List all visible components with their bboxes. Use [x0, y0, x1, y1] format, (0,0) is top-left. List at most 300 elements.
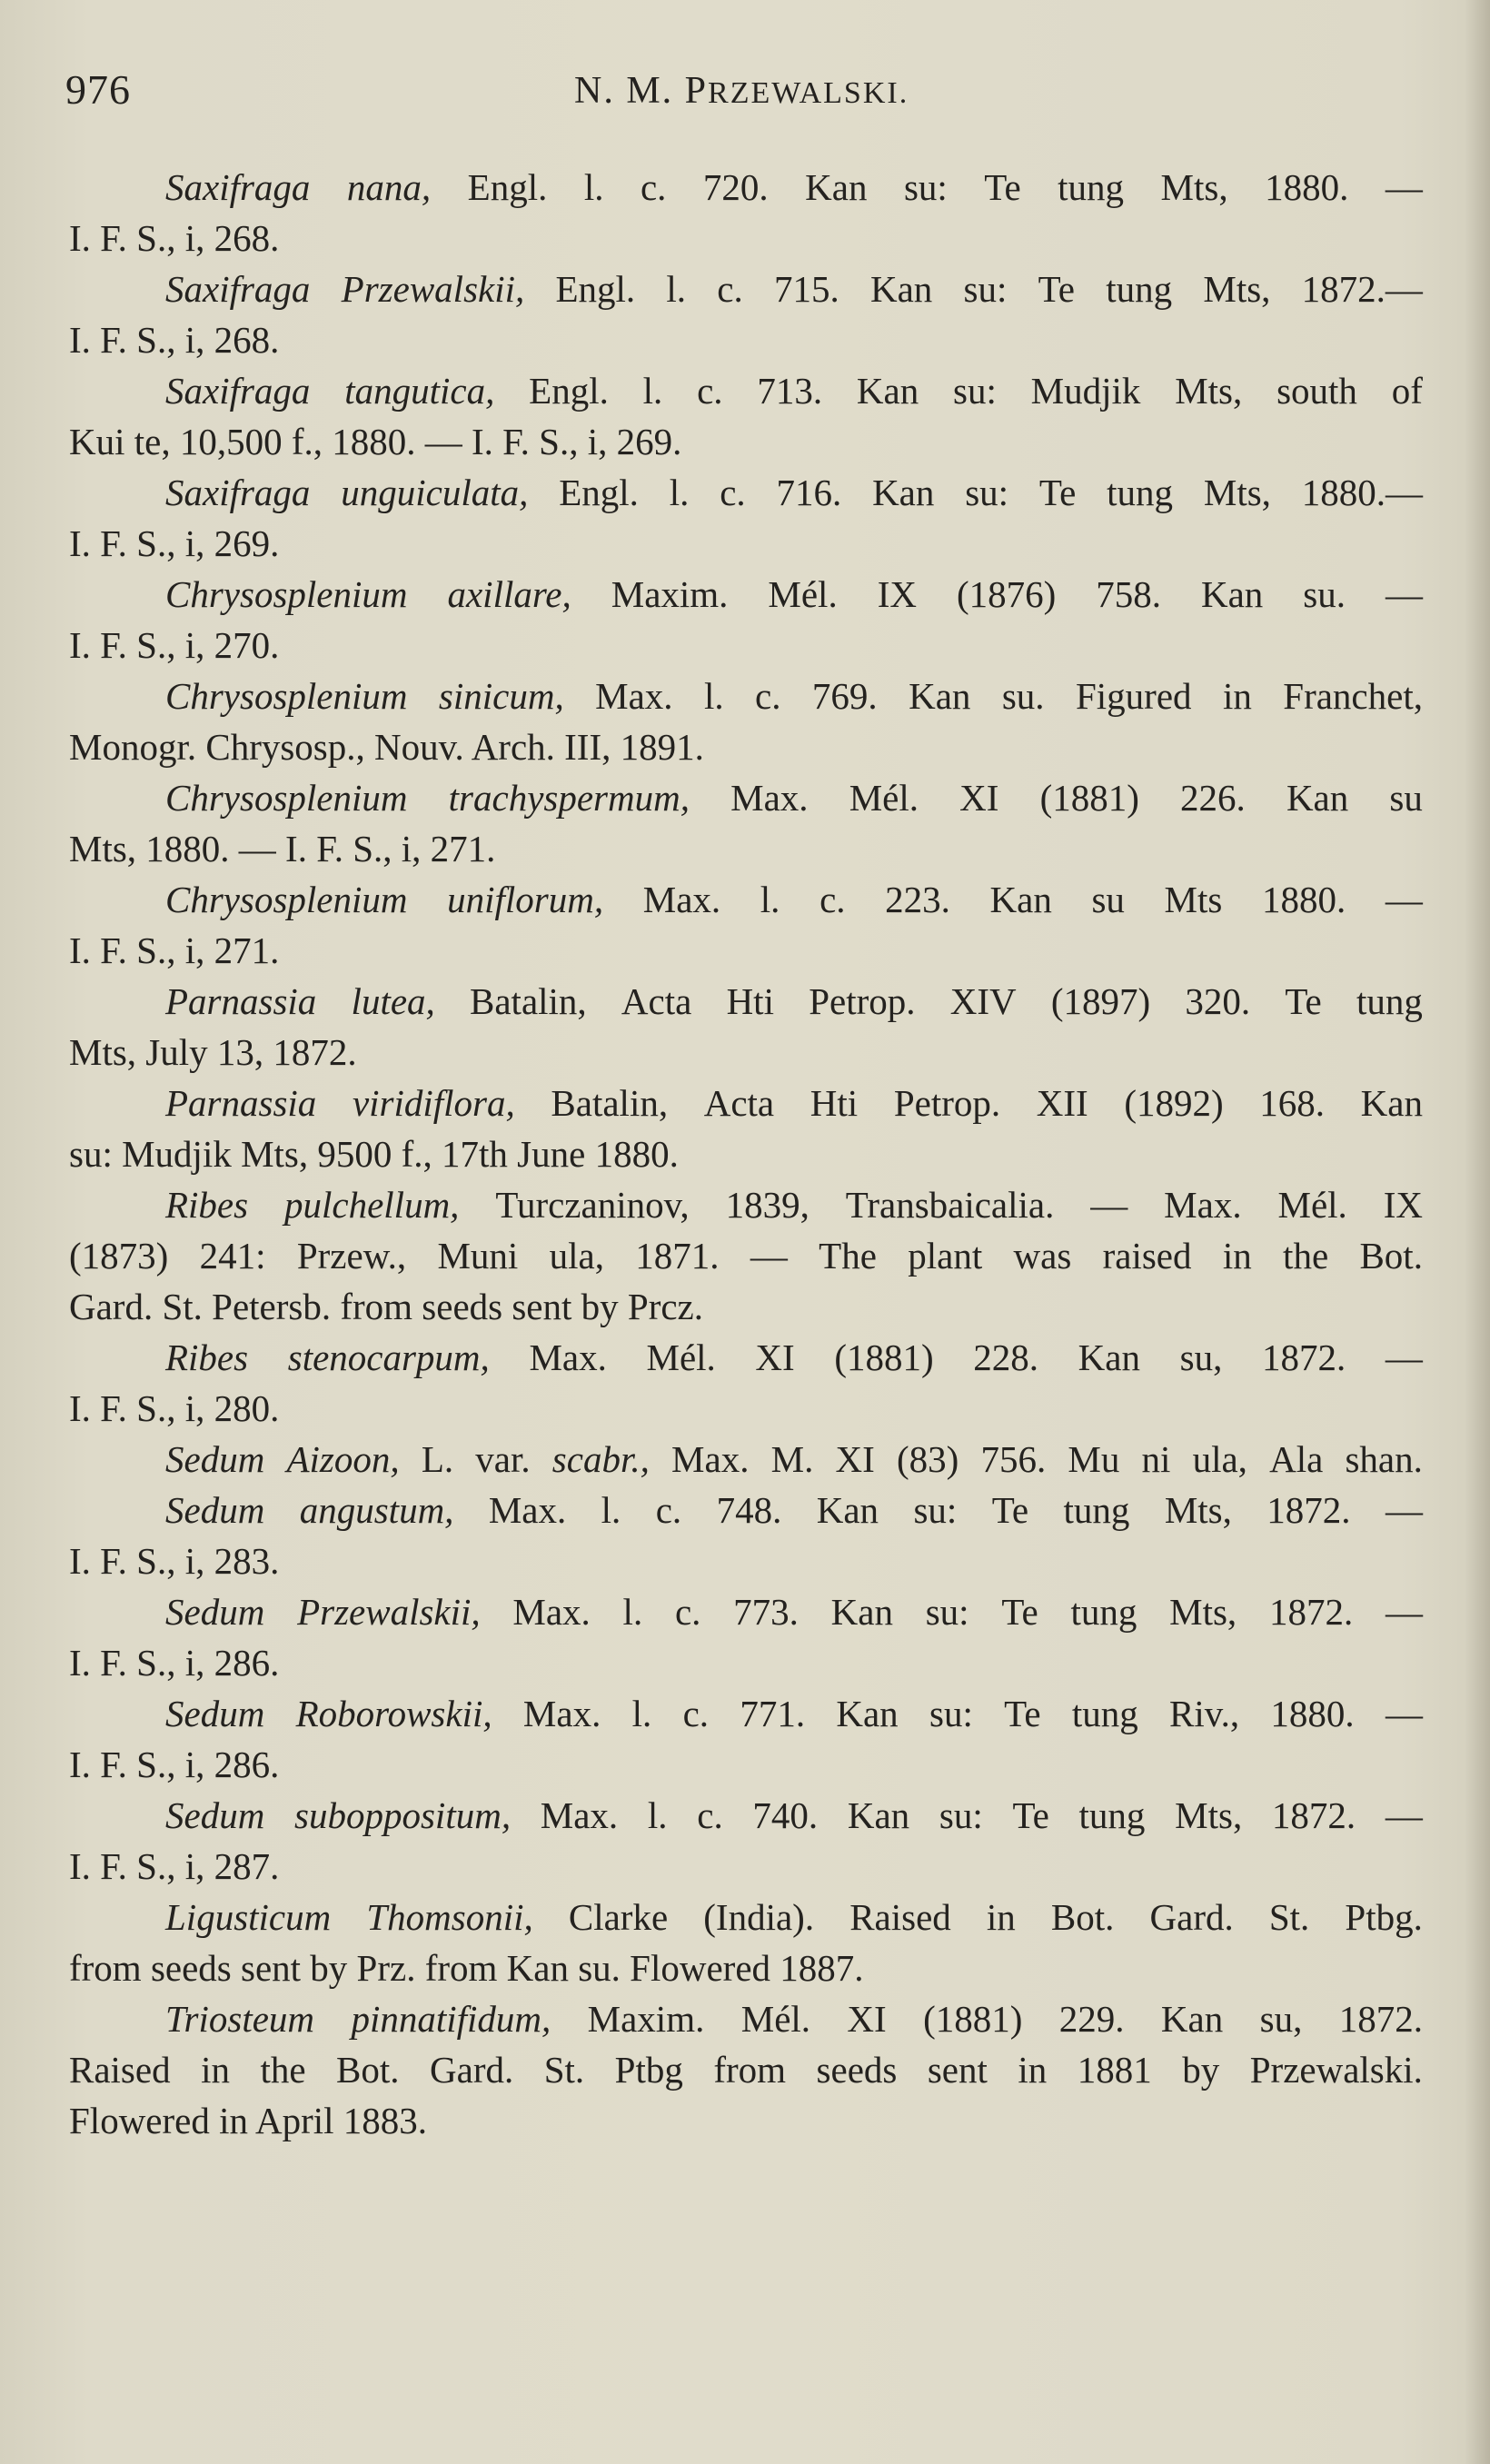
citation-text: 1839, [725, 1184, 810, 1226]
citation-text: Mts, [1175, 370, 1243, 412]
citation-text: XI [847, 1998, 887, 2040]
citation-text: Kan [856, 370, 919, 412]
citation-text: ula, [1192, 1438, 1247, 1480]
citation-text: tung [1107, 472, 1174, 513]
citation-text: was [1013, 1235, 1072, 1277]
species-entry [69, 263, 1423, 365]
citation-text: Turczaninov, [495, 1184, 690, 1226]
species-entry [69, 1485, 1423, 1586]
citation-text: c. [682, 1693, 710, 1734]
citation-text: 773. [733, 1591, 799, 1633]
citation-text: The [819, 1235, 877, 1277]
entry-line-first [69, 874, 1423, 925]
species-name-word: trachyspermum, [448, 777, 690, 819]
citation-text: tung [1070, 1591, 1137, 1633]
citation-text: Ala [1269, 1438, 1324, 1480]
citation-text: c. [640, 166, 667, 208]
citation-text: M. [770, 1438, 814, 1480]
species-name-word: Sedum [165, 1794, 265, 1836]
entry-line-first [69, 365, 1423, 416]
citation-text: (1881) [834, 1336, 934, 1378]
citation-text: Mél. [768, 573, 838, 615]
page-number: 976 [65, 66, 131, 113]
entry-line-first [69, 1485, 1423, 1535]
citation-text: Mél. [849, 777, 919, 819]
species-entry [69, 1688, 1423, 1790]
citation-text: c. [720, 472, 746, 513]
species-entry [69, 874, 1423, 976]
citation-text: c. [717, 268, 743, 310]
species-name-word: Sedum [165, 1489, 265, 1531]
citation-text: Maxim. [611, 573, 729, 615]
species-entry [69, 365, 1423, 467]
citation-text: Mél. [740, 1998, 811, 2040]
citation-text: Kan [836, 1693, 899, 1734]
citation-text: 320. [1185, 980, 1251, 1022]
citation-text: su: [963, 268, 1008, 310]
citation-text: Kan [1160, 1998, 1224, 2040]
citation-text: St. [1268, 1896, 1310, 1938]
citation-text: Te [1038, 268, 1075, 310]
species-name-word: Parnassia [165, 1082, 317, 1124]
running-head [574, 69, 909, 113]
citation-text: Clarke [568, 1896, 669, 1938]
entry-line-continuation [69, 1535, 1423, 1586]
entry-line-first [69, 1179, 1423, 1230]
citation-text: su: Mudjik Mts, 9500 f., 17th June 1880. [69, 1133, 679, 1175]
citation-text: Max. [730, 777, 809, 819]
citation-text: Max. [540, 1794, 619, 1836]
citation-text: 769. [811, 675, 878, 717]
citation-text: in [986, 1896, 1016, 1938]
citation-text: (83) [896, 1438, 959, 1480]
species-name-word: Chrysosplenium [165, 777, 408, 819]
species-name-word: unguiculata, [341, 472, 529, 513]
species-name-word: Chrysosplenium [165, 879, 408, 920]
species-name-word: angustum, [299, 1489, 454, 1531]
entry-line-first [69, 1993, 1423, 2044]
citation-text: Kan [830, 1591, 893, 1633]
citation-text: Engl. [555, 268, 636, 310]
species-name-word: Sedum [165, 1591, 265, 1633]
citation-text: from [713, 2049, 787, 2091]
citation-text: (1892) [1124, 1082, 1224, 1124]
citation-text: Bot. [336, 2049, 400, 2091]
citation-text: Kan [1286, 777, 1349, 819]
citation-text: I. F. S., i, 286. [69, 1642, 280, 1684]
entry-line-continuation [69, 1027, 1423, 1078]
citation-text: 740. [752, 1794, 819, 1836]
citation-text: 1872. [1268, 1591, 1354, 1633]
citation-text: 715. [773, 268, 839, 310]
citation-text: Franchet, [1283, 675, 1423, 717]
species-name-word: Saxifraga [165, 472, 311, 513]
species-entry [69, 976, 1423, 1078]
entry-line-first [69, 1434, 1423, 1485]
citation-text: in [1222, 675, 1252, 717]
citation-text: 228. [973, 1336, 1039, 1378]
citation-text: Transbaicalia. [845, 1184, 1055, 1226]
citation-text: Batalin, [470, 980, 587, 1022]
citation-text: tung [1356, 980, 1423, 1022]
citation-text: l. [760, 879, 780, 920]
citation-text: shan. [1345, 1438, 1423, 1480]
citation-text: Mts, July 13, 1872. [69, 1031, 357, 1073]
citation-text: Gard. [1149, 1896, 1234, 1938]
entry-line-continuation [69, 416, 1423, 467]
citation-text: Bot. [1050, 1896, 1115, 1938]
species-name-word: pinnatifidum, [351, 1998, 551, 2040]
species-entry [69, 1332, 1423, 1434]
citation-text: ni [1141, 1438, 1171, 1480]
citation-text: Engl. [529, 370, 609, 412]
citation-text: south [1276, 370, 1357, 412]
citation-text: in [201, 2049, 230, 2091]
citation-text: su [1389, 777, 1423, 819]
citation-text: 1880. [1270, 1693, 1355, 1734]
citation-text: I. F. S., i, 271. [69, 929, 280, 971]
entry-line-first [69, 671, 1423, 721]
citation-text: the [260, 2049, 306, 2091]
citation-text: — [1385, 1693, 1423, 1734]
species-name-word: Przewalskii, [297, 1591, 481, 1633]
citation-text: 1880.— [1301, 472, 1423, 513]
citation-text: su. [1303, 573, 1346, 615]
citation-text: su: [965, 472, 1009, 513]
citation-text: Te [991, 1489, 1029, 1531]
citation-text: l. [631, 1693, 652, 1734]
citation-text: Muni [437, 1235, 519, 1277]
species-entry [69, 1434, 1423, 1485]
citation-text: tung [1058, 166, 1125, 208]
entry-line-first [69, 1688, 1423, 1739]
entry-line-continuation [69, 314, 1423, 365]
entry-line-continuation [69, 1230, 1423, 1281]
citation-text: (1881) [1039, 777, 1139, 819]
species-name-word: lutea, [351, 980, 435, 1022]
citation-text: Kan [1078, 1336, 1140, 1378]
citation-text: 756. [980, 1438, 1047, 1480]
citation-text: Mts [1164, 879, 1223, 920]
species-name-word: Aizoon, [286, 1438, 400, 1480]
species-entry [69, 467, 1423, 569]
citation-text: I. F. S., i, 269. [69, 522, 280, 564]
citation-text: Przewalski. [1249, 2049, 1423, 2091]
citation-text: Kan [847, 1794, 910, 1836]
entry-line-first [69, 1332, 1423, 1383]
citation-text: I. F. S., i, 270. [69, 624, 280, 666]
citation-text: Te [1038, 472, 1077, 513]
citation-text: I. F. S., i, 283. [69, 1540, 280, 1582]
entry-line-continuation [69, 925, 1423, 976]
citation-text: su: [913, 1489, 958, 1531]
citation-text: Hti [726, 980, 774, 1022]
entry-line-continuation [69, 620, 1423, 671]
citation-text: I. F. S., i, 268. [69, 217, 280, 259]
citation-text: 771. [740, 1693, 806, 1734]
species-entry [69, 1179, 1423, 1332]
citation-text: 1872. [1266, 1489, 1351, 1531]
citation-text: Te [984, 166, 1021, 208]
species-name-word: Przewalskii, [341, 268, 525, 310]
citation-text: (1881) [923, 1998, 1023, 2040]
citation-text: seeds [816, 2049, 898, 2091]
citation-text: su. [1001, 675, 1045, 717]
entry-line-continuation [69, 1739, 1423, 1790]
entry-line-continuation [69, 721, 1423, 772]
citation-text: tung [1106, 268, 1173, 310]
citation-text: 713. [757, 370, 823, 412]
citation-text: 748. [716, 1489, 782, 1531]
species-name-word: uniflorum, [447, 879, 604, 920]
citation-text: Figured [1075, 675, 1192, 717]
entry-line-first [69, 976, 1423, 1027]
citation-text: 229. [1058, 1998, 1125, 2040]
citation-text: 241: [199, 1235, 266, 1277]
citation-text: XI [835, 1438, 875, 1480]
citation-text: Engl. [467, 166, 548, 208]
species-name-word: Chrysosplenium [165, 573, 408, 615]
species-name-word: Saxifraga [165, 370, 311, 412]
citation-text: 1872. [1261, 1336, 1346, 1378]
citation-text: 1872.— [1301, 268, 1423, 310]
citation-text: c. [755, 675, 781, 717]
citation-text: XII [1036, 1082, 1088, 1124]
species-name-word: Sedum [165, 1438, 265, 1480]
citation-text: su: [903, 166, 948, 208]
citation-text: Max. [529, 1336, 607, 1378]
citation-text: Hti [810, 1082, 859, 1124]
species-name-word: axillare, [447, 573, 571, 615]
citation-text: Mts, [1175, 1794, 1243, 1836]
citation-text: Engl. [559, 472, 639, 513]
citation-text: Gard. [430, 2049, 514, 2091]
citation-text: 716. [776, 472, 842, 513]
species-name-word: Parnassia [165, 980, 317, 1022]
page-gutter-shadow [1465, 0, 1490, 2464]
entry-line-first [69, 1586, 1423, 1637]
citation-text: XI [959, 777, 999, 819]
citation-text: I. F. S., i, 280. [69, 1387, 280, 1429]
citation-text: l. [703, 675, 724, 717]
species-name-word: Saxifraga [165, 268, 311, 310]
species-list [69, 162, 1423, 2146]
citation-text: Te [1001, 1591, 1038, 1633]
citation-text: su, [1179, 1336, 1223, 1378]
citation-text: c. [674, 1591, 701, 1633]
citation-text: tung [1071, 1693, 1138, 1734]
citation-text: Mél. [646, 1336, 716, 1378]
citation-text: su: [929, 1693, 973, 1734]
entry-line-continuation [69, 1128, 1423, 1179]
citation-text: Acta [621, 980, 692, 1022]
citation-text: l. [601, 1489, 621, 1531]
citation-text: I. F. S., i, 268. [69, 319, 280, 361]
species-entry [69, 1790, 1423, 1892]
species-name-word: Chrysosplenium [165, 675, 408, 717]
citation-text: l. [666, 268, 687, 310]
citation-text: — [1385, 1489, 1423, 1531]
citation-text: 1871. [635, 1235, 720, 1277]
citation-text: plant [908, 1235, 983, 1277]
entry-line-first [69, 569, 1423, 620]
entry-line-first [69, 263, 1423, 314]
species-name-word: stenocarpum, [287, 1336, 490, 1378]
citation-text: (1873) [69, 1235, 169, 1277]
species-entry [69, 1993, 1423, 2146]
entry-line-continuation [69, 1383, 1423, 1434]
citation-text: 1880. [1265, 166, 1349, 208]
citation-text: the [1283, 1235, 1329, 1277]
species-name-word: sinicum, [438, 675, 564, 717]
entry-line-continuation [69, 1637, 1423, 1688]
entry-line-continuation [69, 213, 1423, 263]
citation-text: — [1385, 1794, 1423, 1836]
citation-text: c. [655, 1489, 682, 1531]
citation-text: (India). [703, 1896, 815, 1938]
citation-text: of [1391, 370, 1423, 412]
citation-text: Kan [805, 166, 868, 208]
citation-text: in [1222, 1235, 1252, 1277]
citation-text: su: [925, 1591, 969, 1633]
citation-text: by [1182, 2049, 1220, 2091]
species-name-word: Saxifraga [165, 166, 311, 208]
entry-line-continuation [69, 1841, 1423, 1892]
citation-text: Max. [488, 1489, 567, 1531]
citation-text: Petrop. [809, 980, 916, 1022]
citation-text: — [750, 1235, 788, 1277]
citation-text: Max. [1164, 1184, 1242, 1226]
species-name-word: suboppositum, [294, 1794, 512, 1836]
species-name-word: Ribes [165, 1336, 249, 1378]
species-name-word: viridiflora, [352, 1082, 515, 1124]
entry-line-first [69, 1078, 1423, 1128]
entry-line-continuation [69, 2095, 1423, 2146]
citation-text: tung [1063, 1489, 1130, 1531]
citation-text: sent [927, 2049, 988, 2091]
citation-text: XI [755, 1336, 795, 1378]
citation-text: Bot. [1359, 1235, 1423, 1277]
citation-text: var. [475, 1438, 531, 1480]
citation-text: I. F. S., i, 287. [69, 1845, 280, 1887]
citation-text: Max. [522, 1693, 601, 1734]
species-name-word: Sedum [165, 1693, 265, 1734]
citation-text: (1876) [956, 573, 1057, 615]
entry-line-continuation [69, 823, 1423, 874]
citation-text: su: [939, 1794, 983, 1836]
citation-text: Max. [512, 1591, 591, 1633]
citation-text: su: [953, 370, 997, 412]
page-header [65, 65, 1428, 120]
citation-text: Kan [872, 472, 935, 513]
citation-text: XIV [949, 980, 1017, 1022]
citation-text: 758. [1096, 573, 1161, 615]
citation-text: Raised [69, 2049, 171, 2091]
citation-text: Kan [1200, 573, 1264, 615]
species-name-word: tangutica, [344, 370, 495, 412]
citation-text: l. [642, 370, 663, 412]
citation-text: c. [820, 879, 846, 920]
citation-text: Ptbg. [1345, 1896, 1423, 1938]
citation-text: Monogr. Chrysosp., Nouv. Arch. III, 1891. [69, 726, 704, 768]
citation-text: Mu [1068, 1438, 1120, 1480]
citation-text: IX [1383, 1184, 1423, 1226]
species-entry [69, 772, 1423, 874]
running-head-initials: N. M. P [574, 70, 709, 112]
citation-text: — [1385, 166, 1423, 208]
entry-line-continuation [69, 2044, 1423, 2095]
citation-text: Max. [671, 1438, 750, 1480]
citation-text: Ptbg [614, 2049, 683, 2091]
citation-text: Mts, [1169, 1591, 1237, 1633]
citation-text: 168. [1259, 1082, 1326, 1124]
citation-text: Mts, 1880. — I. F. S., i, 271. [69, 828, 496, 869]
citation-text: Mts, [1160, 166, 1228, 208]
citation-text: Flowered in April 1883. [69, 2100, 428, 2141]
species-name-word: nana, [346, 166, 432, 208]
running-head-smallcaps: RZEWALSKI. [708, 76, 909, 110]
citation-text: 720. [702, 166, 769, 208]
citation-text: Kui te, 10,500 f., 1880. — I. F. S., i, 269. [69, 421, 682, 462]
citation-text: tung [1078, 1794, 1146, 1836]
citation-text: — [1385, 1591, 1423, 1633]
citation-text: l. [669, 472, 690, 513]
citation-text: IX [877, 573, 917, 615]
species-name-word: Ligusticum [165, 1896, 332, 1938]
entry-line-first [69, 772, 1423, 823]
citation-text: raised [1102, 1235, 1192, 1277]
species-entry [69, 569, 1423, 671]
citation-text: l. [647, 1794, 668, 1836]
entry-line-first [69, 162, 1423, 213]
citation-text: Petrop. [893, 1082, 1001, 1124]
citation-text: from seeds sent by Prz. from Kan su. Flowered 1887. [69, 1947, 864, 1989]
citation-text: 226. [1180, 777, 1246, 819]
citation-text: Kan [989, 879, 1052, 920]
citation-text: L. [421, 1438, 454, 1480]
citation-text: Riv., [1169, 1693, 1240, 1734]
citation-text: — [1385, 1336, 1423, 1378]
species-entry [69, 162, 1423, 263]
species-entry [69, 671, 1423, 772]
citation-text: Max. [595, 675, 673, 717]
citation-text: Batalin, [551, 1082, 669, 1124]
citation-text: 1881 [1077, 2049, 1152, 2091]
citation-text: Przew., [296, 1235, 407, 1277]
species-name-word: pulchellum, [284, 1184, 460, 1226]
citation-text: — [1385, 879, 1423, 920]
citation-text: Mts, [1203, 472, 1271, 513]
citation-text: — [1385, 573, 1423, 615]
citation-text: Te [1012, 1794, 1049, 1836]
citation-text: Kan [869, 268, 933, 310]
species-name-word: Triosteum [165, 1998, 315, 2040]
citation-text: Mts, [1203, 268, 1271, 310]
citation-text: Kan [1360, 1082, 1423, 1124]
citation-text: (1897) [1050, 980, 1151, 1022]
species-entry [69, 1586, 1423, 1688]
species-entry [69, 1078, 1423, 1179]
citation-text: Kan [909, 675, 971, 717]
citation-text: c. [697, 370, 723, 412]
citation-text: 223. [885, 879, 950, 920]
citation-text: l. [583, 166, 604, 208]
entry-line-continuation [69, 1942, 1423, 1993]
citation-text: 1880. [1261, 879, 1346, 920]
citation-text: in [1018, 2049, 1048, 2091]
species-name-word: scabr., [551, 1438, 650, 1480]
citation-text: Acta [703, 1082, 775, 1124]
